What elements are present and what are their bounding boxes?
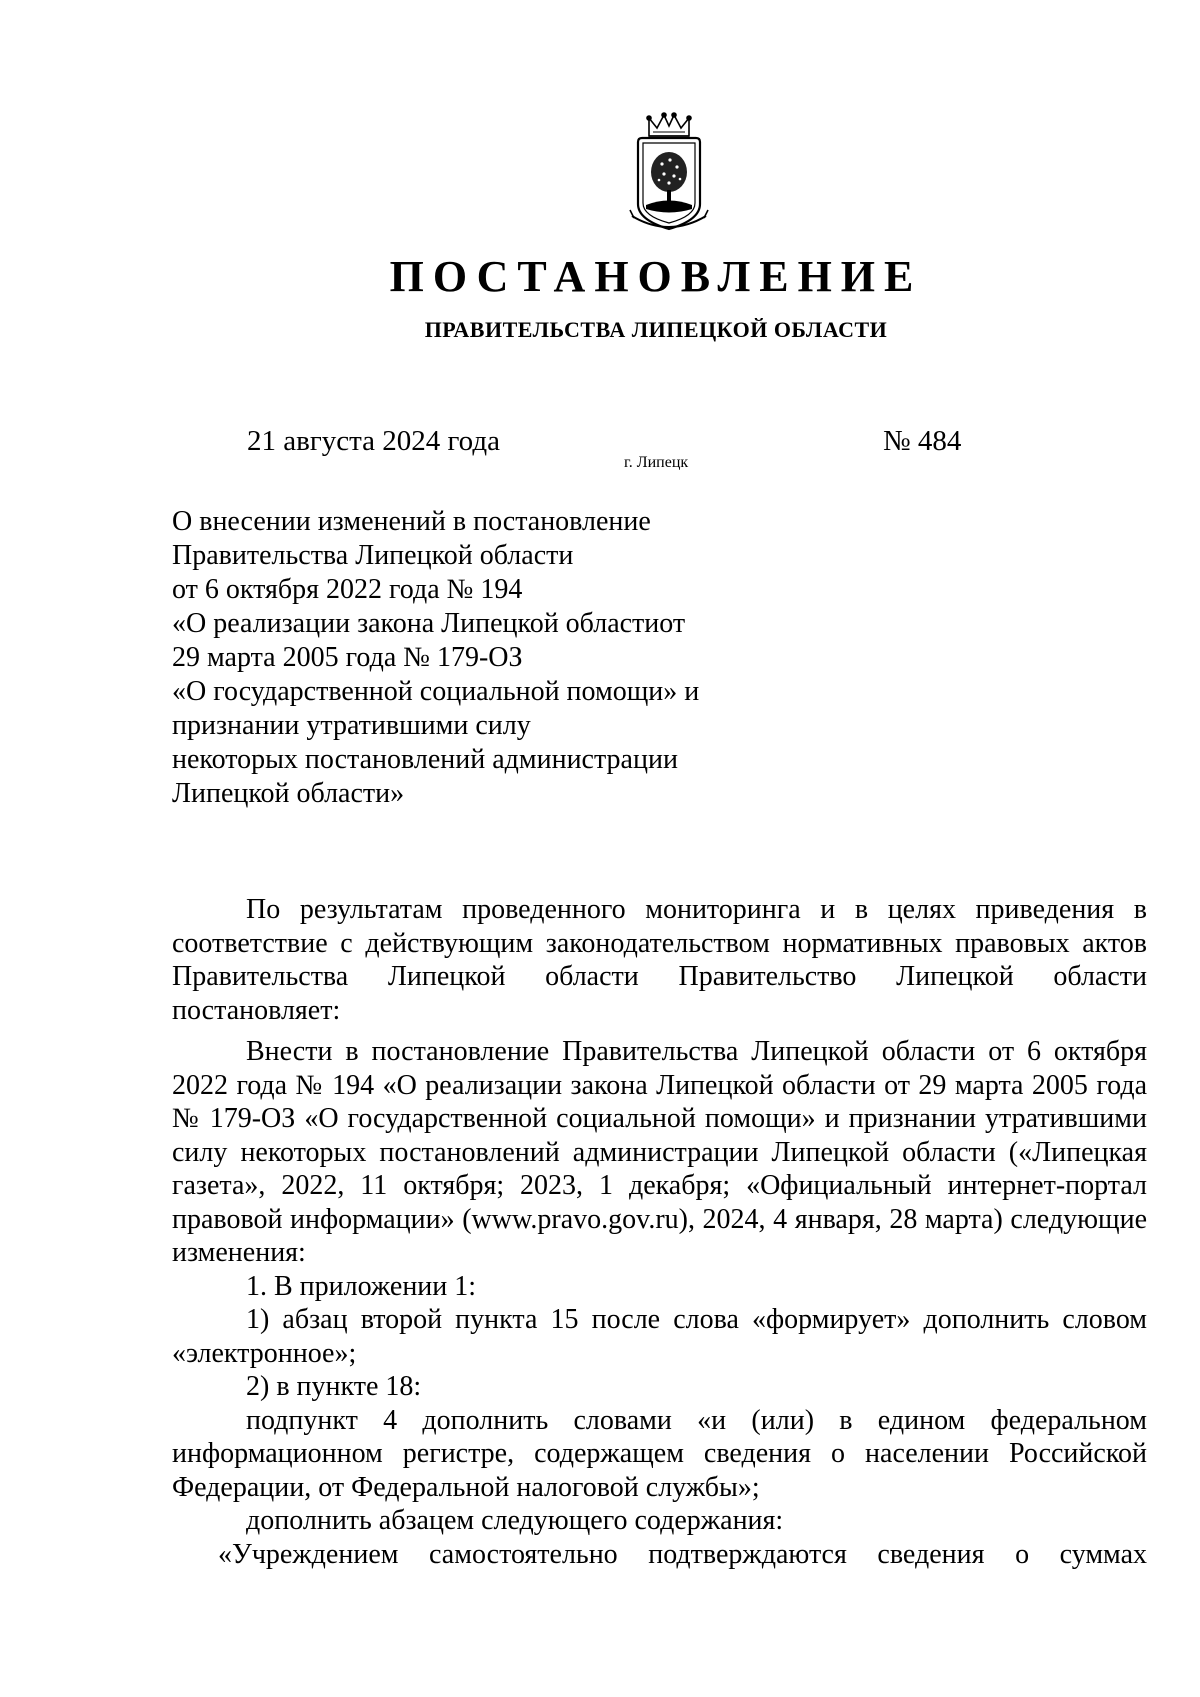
document-city: г. Липецк (624, 454, 689, 471)
subitem-2-line: подпункт 4 дополнить словами «и (или) в едином федеральном (246, 1404, 1147, 1436)
subitem-2-line: информационном регистре, содержащем сведения о населении Российской (172, 1438, 1147, 1469)
heading-line: «О реализации закона Липецкой областиот (172, 608, 686, 639)
document-subtitle: ПРАВИТЕЛЬСТВА ЛИПЕЦКОЙ ОБЛАСТИ (424, 317, 888, 342)
heading-line: Липецкой области» (172, 778, 405, 809)
heading-line: Правительства Липецкой области (172, 540, 574, 571)
intro-paragraph: По результатам проведенного мониторинга и в целях приведения в соответствие с действующим законодательством нормативных правовых актов Правительства Липецкой области Правительство Липецкой области постановляет: (172, 894, 1147, 1026)
item-1: 1. В приложении 1: (246, 1270, 477, 1302)
subitem-1-continuation: «электронное»; (172, 1337, 357, 1369)
subitem-2-line: дополнить абзацем следующего содержания: (246, 1505, 784, 1536)
heading-line: О внесении изменений в постановление (172, 506, 651, 537)
document-body (172, 893, 1147, 1571)
heading-line: 29 марта 2005 года № 179-ОЗ (172, 642, 523, 673)
heading-line: признании утратившими силу (172, 710, 531, 741)
document-heading (172, 505, 792, 811)
heading-line: некоторых постановлений администрации (172, 744, 678, 775)
document-title: ПОСТАНОВЛЕНИЕ (389, 252, 923, 301)
coat-of-arms-icon (624, 112, 714, 234)
subitem-2-line: Федерации, от Федеральной налоговой службы»; (172, 1471, 760, 1503)
subitem-1-line: 1) абзац второй пункта 15 после слова «формирует» дополнить словом (246, 1304, 1147, 1335)
quoted-paragraph-start: «Учреждением самостоятельно подтверждаются сведения о суммах (218, 1538, 1147, 1570)
heading-line: от 6 октября 2022 года № 194 (172, 574, 523, 605)
heading-line: «О государственной социальной помощи» и (172, 676, 700, 707)
document-number: № 484 (883, 425, 962, 457)
document-date: 21 августа 2024 года (247, 425, 500, 457)
subitem-2: 2) в пункте 18: (246, 1371, 422, 1402)
main-paragraph: Внести в постановление Правительства Липецкой области от 6 октября 2022 года № 194 «О реализации закона Липецкой области от 29 марта 2005 года № 179-ОЗ «О государственной социальной помощи» и признании утратившими силу некоторых постановлений администрации Липецкой области («Липецкая газета», 2022, 11 октября; 2023, 1 декабря; «Официальный интернет-портал правовой информации» (www.pravo.gov.ru), 2024, 4 января, 28 марта) следующие изменения: (172, 1036, 1147, 1268)
